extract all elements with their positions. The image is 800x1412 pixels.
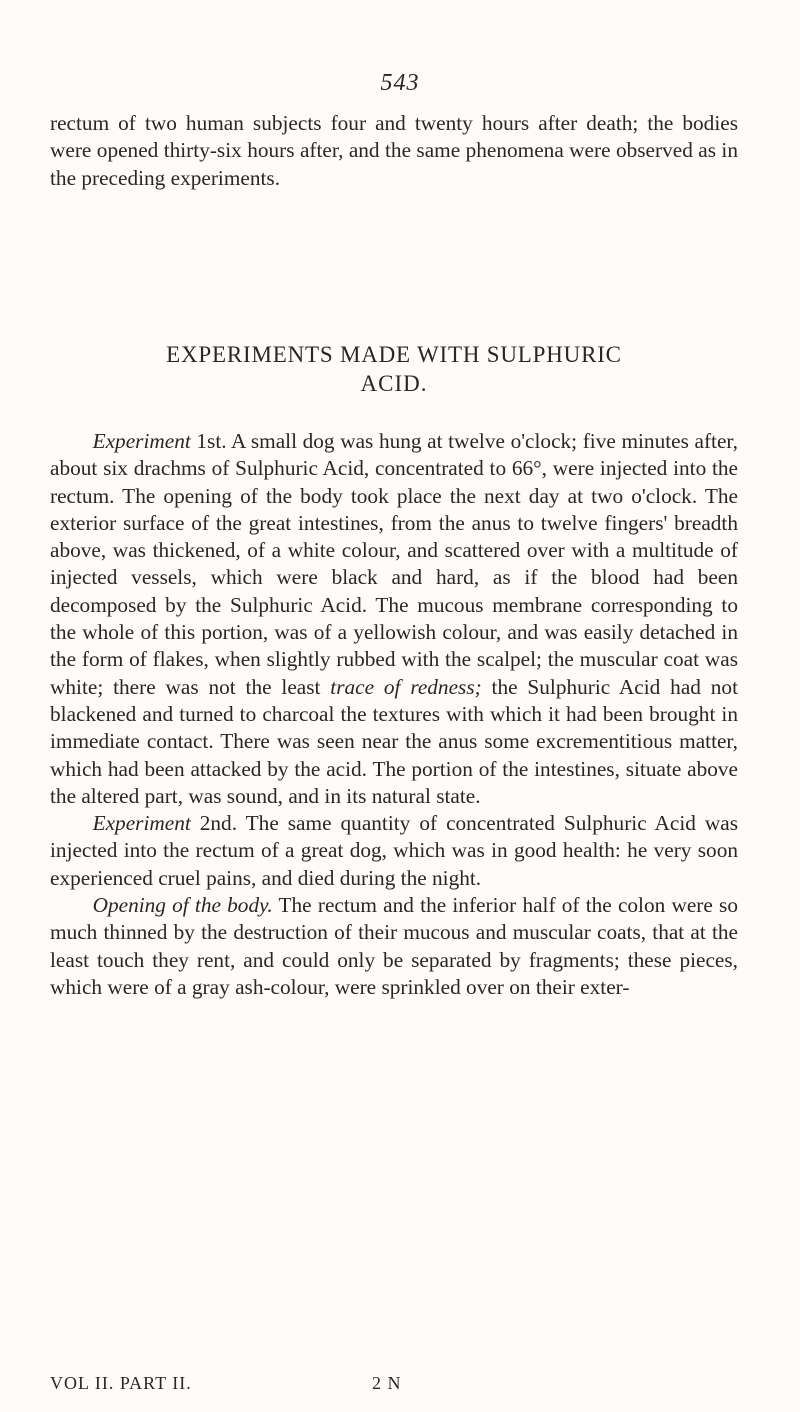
intro-paragraph-text: rectum of two human subjects four and twenty hours after death; the bodies were opened thirty-six hours after, and the same phenomena were observed as in the preceding experiments. <box>50 111 738 190</box>
experiment-1-text-b: the Sulphuric Acid had not blackened and turned to charcoal the textures with which it had been brought in immediate contact. There was seen near the anus some excrementitious matter, which had been attacked by the acid. The portion of the intestines, situate above the altered part, was sound, and in its natural state. <box>50 674 738 808</box>
experiment-2-text: The same quantity of concentrated Sulphuric Acid was injected into the rectum of a great dog, which was in good health: he very soon experienced cruel pains, and died during the night. <box>50 811 739 890</box>
page-number: 543 <box>380 70 420 96</box>
section-heading <box>50 340 738 398</box>
opening-of-body-paragraph <box>50 892 738 1001</box>
experiment-2-number: 2nd. <box>190 811 238 836</box>
intro-paragraph <box>50 110 738 192</box>
experiment-1-number: 1st. <box>190 429 227 453</box>
experiment-1-label: Experiment <box>92 429 191 453</box>
experiment-1-emphasis: trace of redness; <box>330 674 482 699</box>
volume-part-label: VOL II. PART II. <box>50 1373 192 1393</box>
opening-of-body-text: The rectum and the inferior half of the colon were so much thinned by the destruction of their mucous and muscular coats, that at the least touch they rent, and could only be separated by fragments; these pieces, which were of a gray ash-colour, were sprinkled over on their exter- <box>50 893 738 999</box>
experiment-2-label: Experiment <box>92 811 191 836</box>
page-footer <box>50 1372 738 1394</box>
signature-mark: 2 N <box>372 1373 402 1393</box>
experiment-1-paragraph <box>50 428 738 810</box>
section-heading-line-1: EXPERIMENTS MADE WITH SULPHURIC <box>166 342 622 367</box>
experiment-2-paragraph <box>50 810 738 892</box>
section-heading-line-2: ACID. <box>360 371 428 396</box>
experiments-body <box>50 428 738 1001</box>
opening-of-body-label: Opening of the body. <box>92 893 273 918</box>
experiment-1-text-a: A small dog was hung at twelve o'clock; five minutes after, about six drachms of Sulphuric Acid, concentrated to 66°, were injected into the rectum. The opening of the body took place the next day at two o'clock. The exterior surface of the great intestines, from the anus to twelve fingers' breadth above, was thickened, of a white colour, and scattered over with a multitude of injected vessels, which were black and hard, as if the blood had been decomposed by the Sulphuric Acid. The mucous membrane corresponding to the whole of this portion, was of a yellowish colour, and was easily detached in the form of flakes, when slightly rubbed with the scalpel; the muscular coat was white; there was not the least <box>50 429 738 699</box>
